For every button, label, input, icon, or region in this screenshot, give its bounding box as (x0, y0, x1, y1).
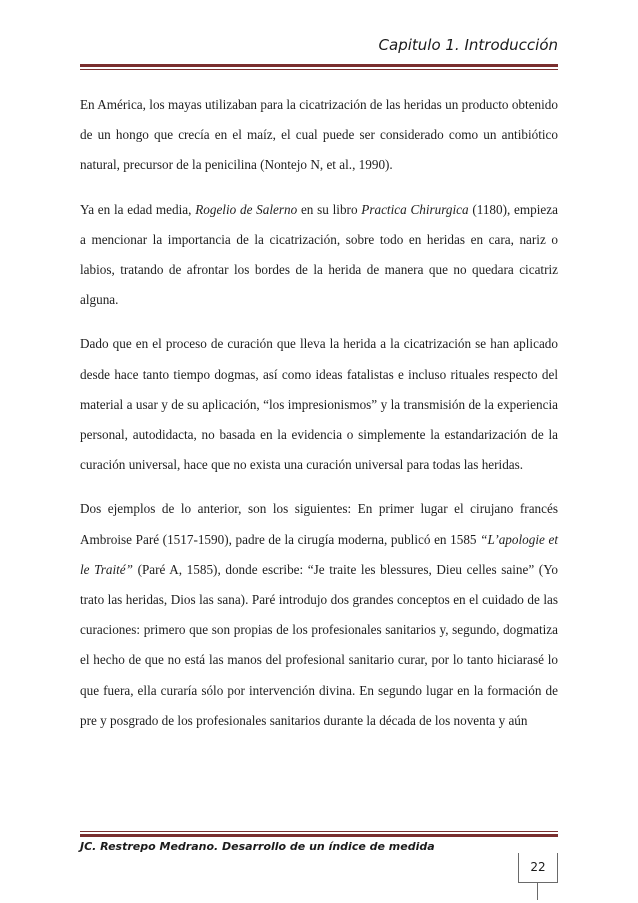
paragraph-mayas: En América, los mayas utilizaban para la cicatrización de las heridas un producto obtenido de un hongo que crecía en el maíz, el cual puede ser considerado como un antibiótico natural, precursor de la penicilina (Nontejo N, et al., 1990). (80, 97, 558, 173)
header-rule-thin (80, 69, 558, 70)
p4-text-b: (Paré A, 1585), donde escribe: “Je traite les blessures, Dieu celles saine” (Yo trato las heridas, Dios las sana). Paré introdujo dos grandes conceptos en el cuidado de las curaciones: primero que son propias de los profesionales sanitarios y, segundo, dogmatiza el hecho de que no está las manos del profesional sanitario curar, por lo tanto hiciarasé lo que fuera, ella curaría sólo por intervención divina. En segundo lugar en la formación de pre y posgrado de los profesionales sanitarios durante la década de los noventa y aún (80, 561, 558, 728)
book-title: Practica Chirurgica (361, 201, 469, 217)
header-rule-thick (80, 64, 558, 67)
body-text (80, 90, 558, 736)
running-footer: JC. Restrepo Medrano. Desarrollo de un índice de medida (80, 840, 435, 853)
paragraph-ejemplos (80, 494, 558, 736)
running-header-title: Capitulo 1. Introducción (378, 36, 558, 54)
paragraph-dogmas: Dado que en el proceso de curación que lleva la herida a la cicatrización se han aplicado desde hace tanto tiempo dogmas, así como ideas fatalistas e incluso rituales respecto del material a usar y de su aplicación, “los impresionismos” y la transmisión de la experiencia personal, autodidacta, no basada en la evidencia o simplemente la estandarización de la curación universal, hace que no exista una curación universal para todas las heridas. (80, 336, 558, 473)
p2-text-b: en su libro (297, 201, 362, 217)
p4-text-a: Dos ejemplos de lo anterior, son los siguientes: En primer lugar el cirujano francés Ambroise Paré (1517-1590), padre de la cirugía moderna, publicó en 1585 (80, 501, 558, 547)
footer-rule-thick (80, 834, 558, 837)
p2-text-c: (1180), empieza a mencionar la importancia de la cicatrización, sobre todo en heridas en cara, nariz o labios, tratando de afrontar los bordes de la herida de manera que no quedara cicatriz alguna. (80, 201, 558, 308)
author-name: Rogelio de Salerno (195, 201, 298, 217)
page-number: 22 (518, 853, 558, 883)
page-number-tick (537, 883, 538, 900)
p2-text-a: Ya en la edad media, (80, 201, 196, 217)
footer-rule-thin (80, 831, 558, 832)
paragraph-edad-media (80, 195, 558, 316)
work-title: “L’apologie et le Traité” (80, 531, 558, 577)
